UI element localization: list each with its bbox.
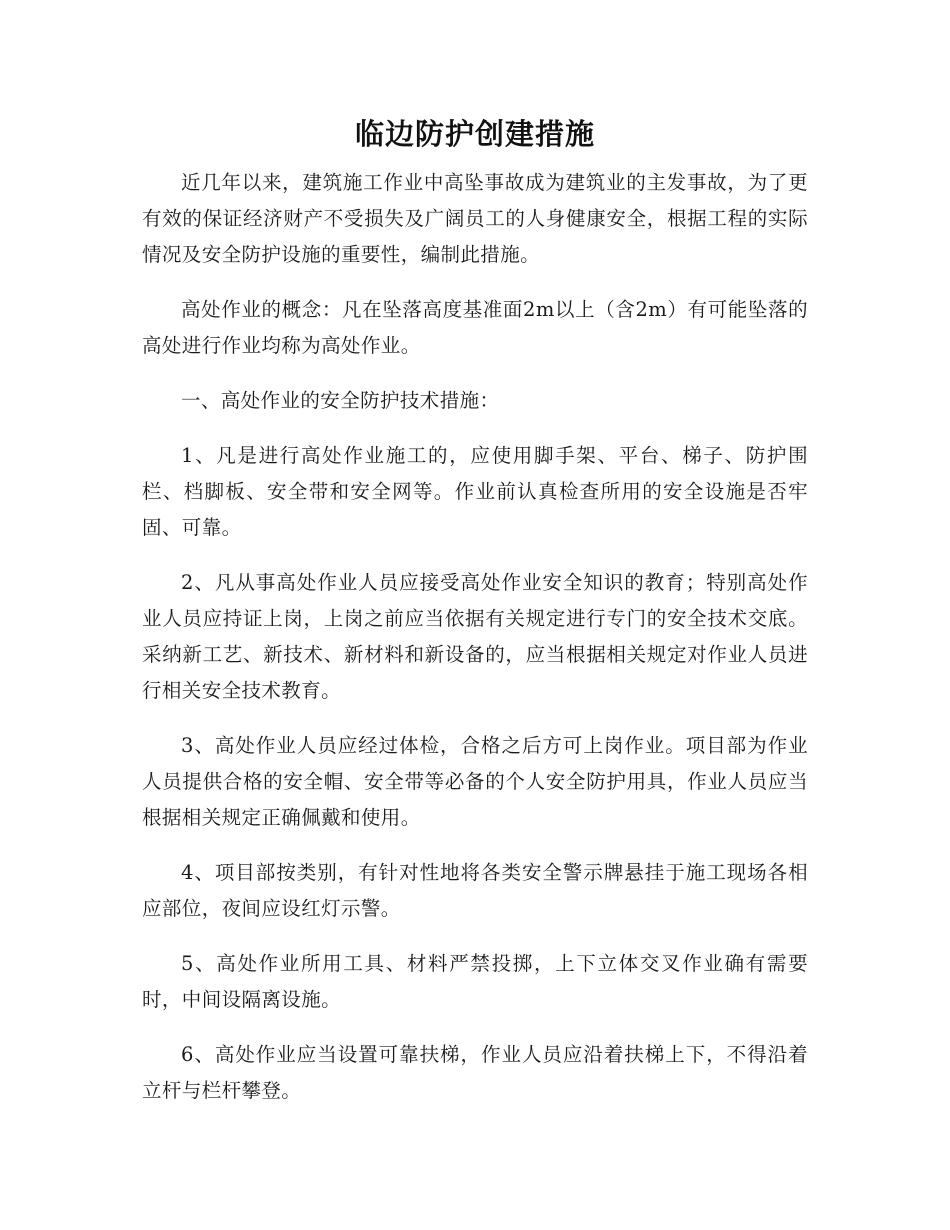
paragraph-item-6: 6、高处作业应当设置可靠扶梯，作业人员应沿着扶梯上下，不得沿着立杆与栏杆攀登。 [142, 1043, 808, 1102]
section-heading: 一、高处作业的安全防护技术措施： [181, 389, 500, 412]
paragraph-item-4: 4、项目部按类别，有针对性地将各类安全警示牌悬挂于施工现场各相应部位，夜间应设红灯示警。 [142, 861, 808, 920]
document-body [142, 165, 808, 1128]
paragraph-definition: 高处作业的概念：凡在坠落高度基准面2m以上（含2m）有可能坠落的高处进行作业均称为高处作业。 [142, 298, 808, 357]
paragraph-intro: 近几年以来，建筑施工作业中高坠事故成为建筑业的主发事故，为了更有效的保证经济财产不受损失及广阔员工的人身健康安全，根据工程的实际情况及安全防护设施的重要性，编制此措施。 [142, 171, 808, 266]
paragraph-item-3: 3、高处作业人员应经过体检，合格之后方可上岗作业。项目部为作业人员提供合格的安全帽、安全带等必备的个人安全防护用具，作业人员应当根据相关规定正确佩戴和使用。 [142, 734, 808, 829]
paragraph-item-2: 2、凡从事高处作业人员应接受高处作业安全知识的教育；特别高处作业人员应持证上岗，上岗之前应当依据有关规定进行专门的安全技术交底。采纳新工艺、新技术、新材料和新设备的，应当根据相关规定对作业人员进行相关安全技术教育。 [142, 571, 808, 702]
document-title: 临边防护创建措施 [354, 117, 595, 151]
paragraph-item-5: 5、高处作业所用工具、材料严禁投掷，上下立体交叉作业确有需要时，中间设隔离设施。 [142, 952, 808, 1011]
paragraph-item-1: 1、凡是进行高处作业施工的，应使用脚手架、平台、梯子、防护围栏、档脚板、安全带和安全网等。作业前认真检查所用的安全设施是否牢固、可靠。 [142, 444, 808, 539]
